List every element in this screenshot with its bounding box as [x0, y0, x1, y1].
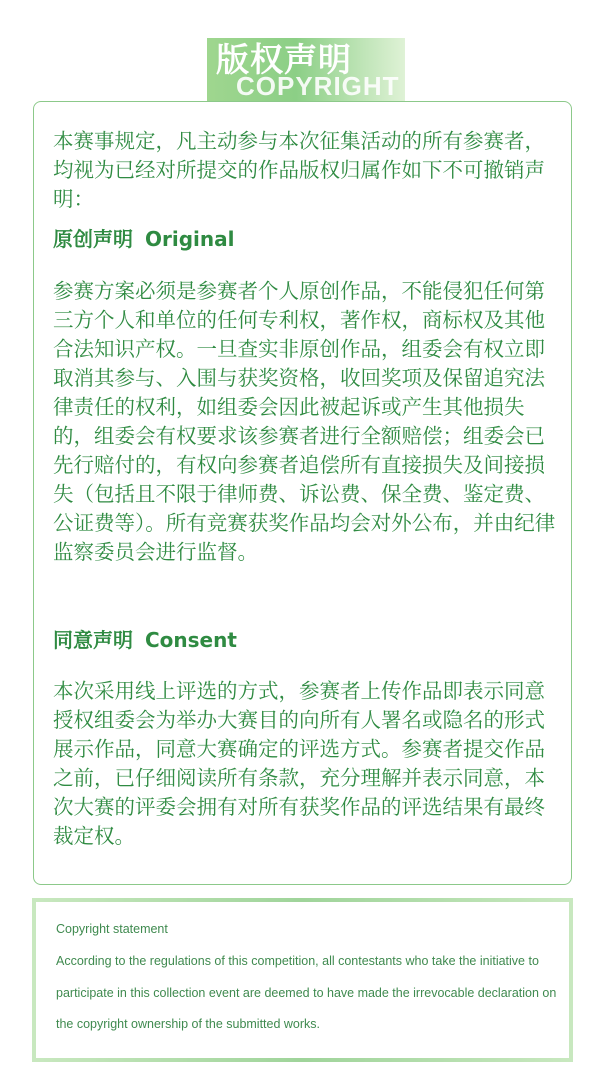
- original-title-cn: 原创声明: [53, 227, 133, 251]
- consent-title-cn: 同意声明: [53, 628, 133, 652]
- original-title-en: Original: [145, 227, 235, 251]
- consent-paragraph: 本次采用线上评选的方式，参赛者上传作品即表示同意授权组委会为举办大赛目的向所有人署名或隐名的形式展示作品，同意大赛确定的评选方式。参赛者提交作品之前，已仔细阅读所有条款，充分理解并表示同意，本次大赛的评委会拥有对所有获奖作品的评选结果有最终裁定权。: [53, 679, 545, 848]
- header-title: 版权声明: [216, 40, 352, 79]
- original-paragraph: 参赛方案必须是参赛者个人原创作品，不能侵犯任何第三方个人和单位的任何专利权，著作权，商标权及其他合法知识产权。一旦查实非原创作品，组委会有权立即取消其参与、入围与获奖资格，收回奖项及保留追究法律责任的权利，如组委会因此被起诉或产生其他损失的，组委会有权要求该参赛者进行全额赔偿；组委会已先行赔付的，有权向参赛者追偿所有直接损失及间接损失（包括且不限于律师费、诉讼费、保全费、鉴定费、公证费等）。所有竞赛获奖作品均会对外公布，并由纪律监察委员会进行监督。: [53, 279, 556, 564]
- english-statement-label: Copyright statement: [56, 922, 168, 936]
- original-section-title: [53, 226, 234, 252]
- intro-paragraph: 本赛事规定，凡主动参与本次征集活动的所有参赛者，均视为已经对所提交的作品版权归属作如下不可撤销声明：: [53, 129, 545, 211]
- consent-section-title: [53, 627, 237, 653]
- consent-title-en: Consent: [145, 628, 237, 652]
- header-subtitle: COPYRIGHT: [236, 71, 400, 101]
- english-statement-text: According to the regulations of this competition, all contestants who take the initiative to participate in this collection event are deemed to have made the irrevocable declaration on the copyright ownership of the submitted works.: [56, 954, 557, 1031]
